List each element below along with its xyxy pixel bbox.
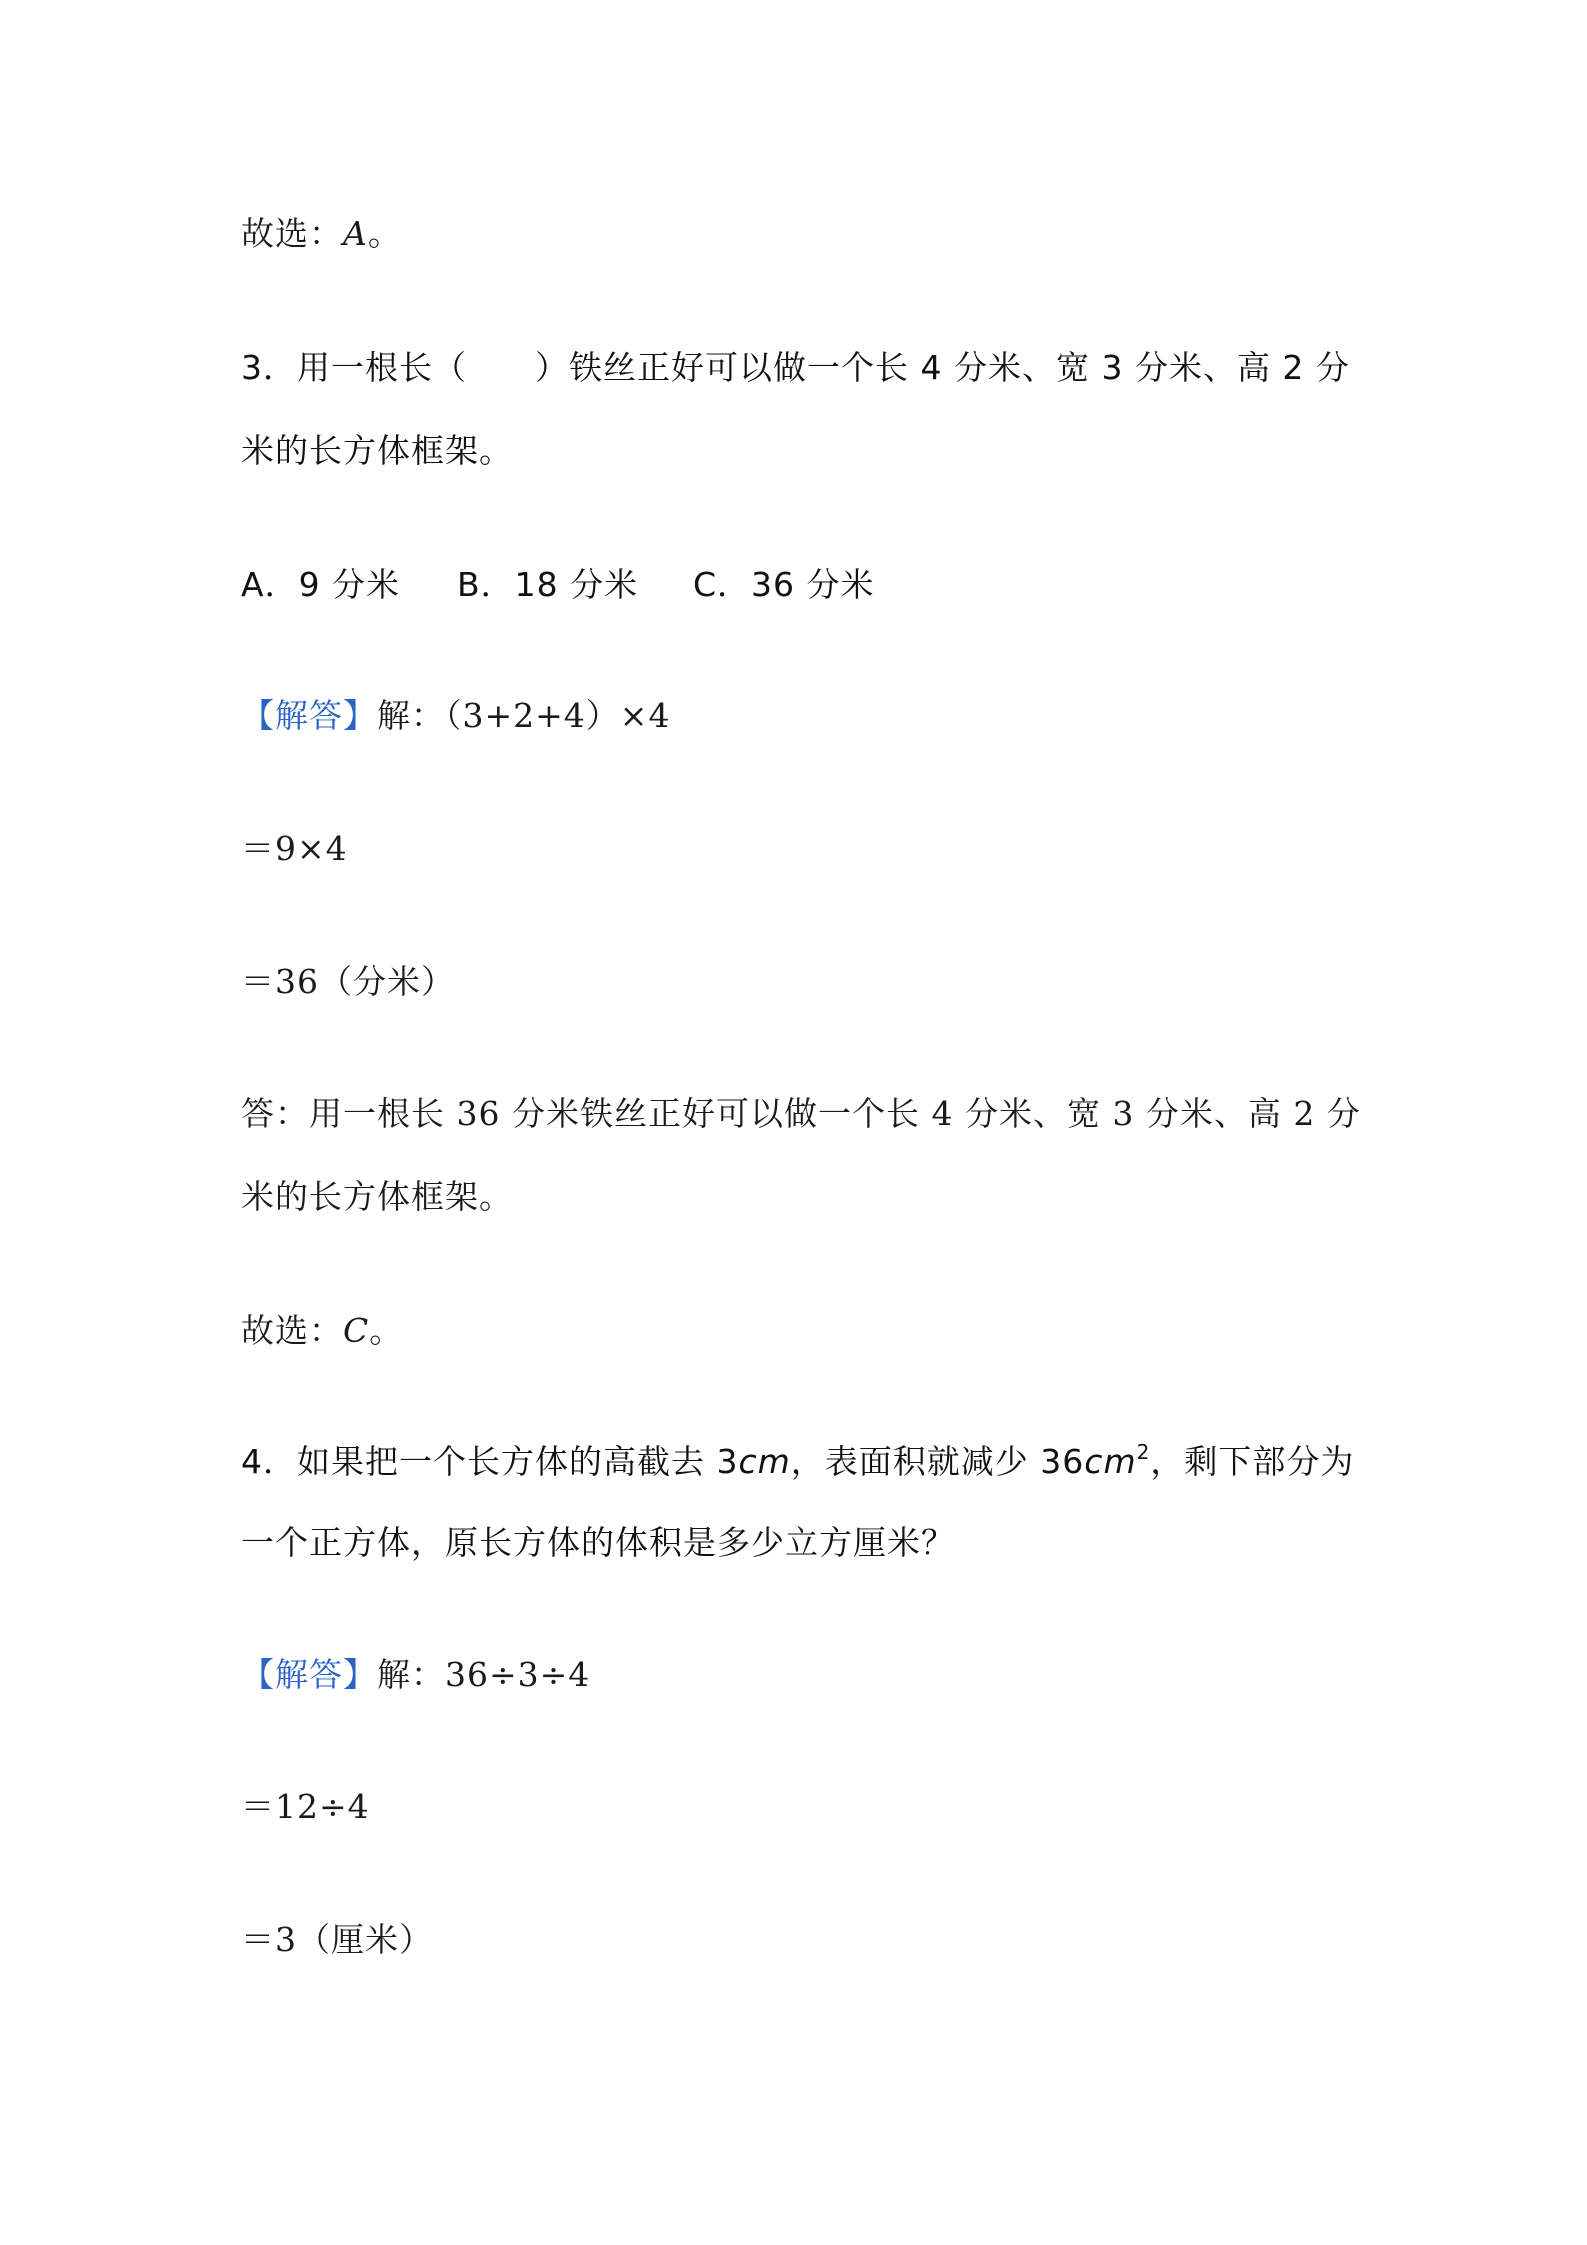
prev-conclusion-answer: A <box>343 214 368 253</box>
q4-stem-line2: 一个正方体，原长方体的体积是多少立方厘米？ <box>241 1523 955 1562</box>
q4-stem-part1: 4．如果把一个长方体的高截去 <box>241 1442 717 1481</box>
q3-step-1: 解：（3+2+4）×4 <box>377 696 671 735</box>
q3-answer-tag: 【解答】 <box>241 696 377 735</box>
q3-option-b: B．18 分米 <box>457 565 639 604</box>
q4-stem-unit2: cm <box>1084 1442 1137 1481</box>
q3-option-a: A．9 分米 <box>241 565 401 604</box>
q4-step-1: 解：36÷3÷4 <box>377 1655 591 1694</box>
q3-options <box>241 565 875 605</box>
prev-conclusion <box>241 214 402 254</box>
q4-stem-num2: 36 <box>1040 1442 1085 1481</box>
prev-conclusion-prefix: 故选： <box>241 214 343 253</box>
q3-conclusion-answer: C <box>343 1311 370 1350</box>
q3-step-3: ＝36（分米） <box>241 962 455 1001</box>
q4-step-3: ＝3（厘米） <box>241 1920 433 1959</box>
q4-stem-unit1: cm <box>738 1442 791 1481</box>
q4-step-2: ＝12÷4 <box>241 1787 370 1826</box>
q3-stem-line1: 3．用一根长（ ）铁丝正好可以做一个长 4 分米、宽 3 分米、高 2 分 <box>241 348 1350 387</box>
q3-reply-line2: 米的长方体框架。 <box>241 1177 513 1216</box>
q4-stem-part3: ，剩下部分为 <box>1150 1442 1355 1481</box>
q3-conclusion-prefix: 故选： <box>241 1311 343 1350</box>
q3-conclusion <box>241 1311 403 1351</box>
q4-stem-line1 <box>241 1442 1354 1482</box>
q3-reply-line1: 答：用一根长 36 分米铁丝正好可以做一个长 4 分米、宽 3 分米、高 2 分 <box>241 1094 1361 1133</box>
q4-stem-part2: ，表面积就减少 <box>790 1442 1041 1481</box>
prev-conclusion-suffix: 。 <box>367 214 402 253</box>
q3-conclusion-suffix: 。 <box>369 1311 404 1350</box>
q3-solution-line1 <box>241 696 670 736</box>
q4-solution-line1 <box>241 1655 590 1695</box>
q3-option-c: C．36 分米 <box>693 565 875 604</box>
q4-answer-tag: 【解答】 <box>241 1655 377 1694</box>
q4-stem-num1: 3 <box>716 1442 739 1481</box>
q4-stem-superscript: 2 <box>1136 1440 1151 1464</box>
q3-stem-line2: 米的长方体框架。 <box>241 431 513 470</box>
q3-step-2: ＝9×4 <box>241 829 348 868</box>
